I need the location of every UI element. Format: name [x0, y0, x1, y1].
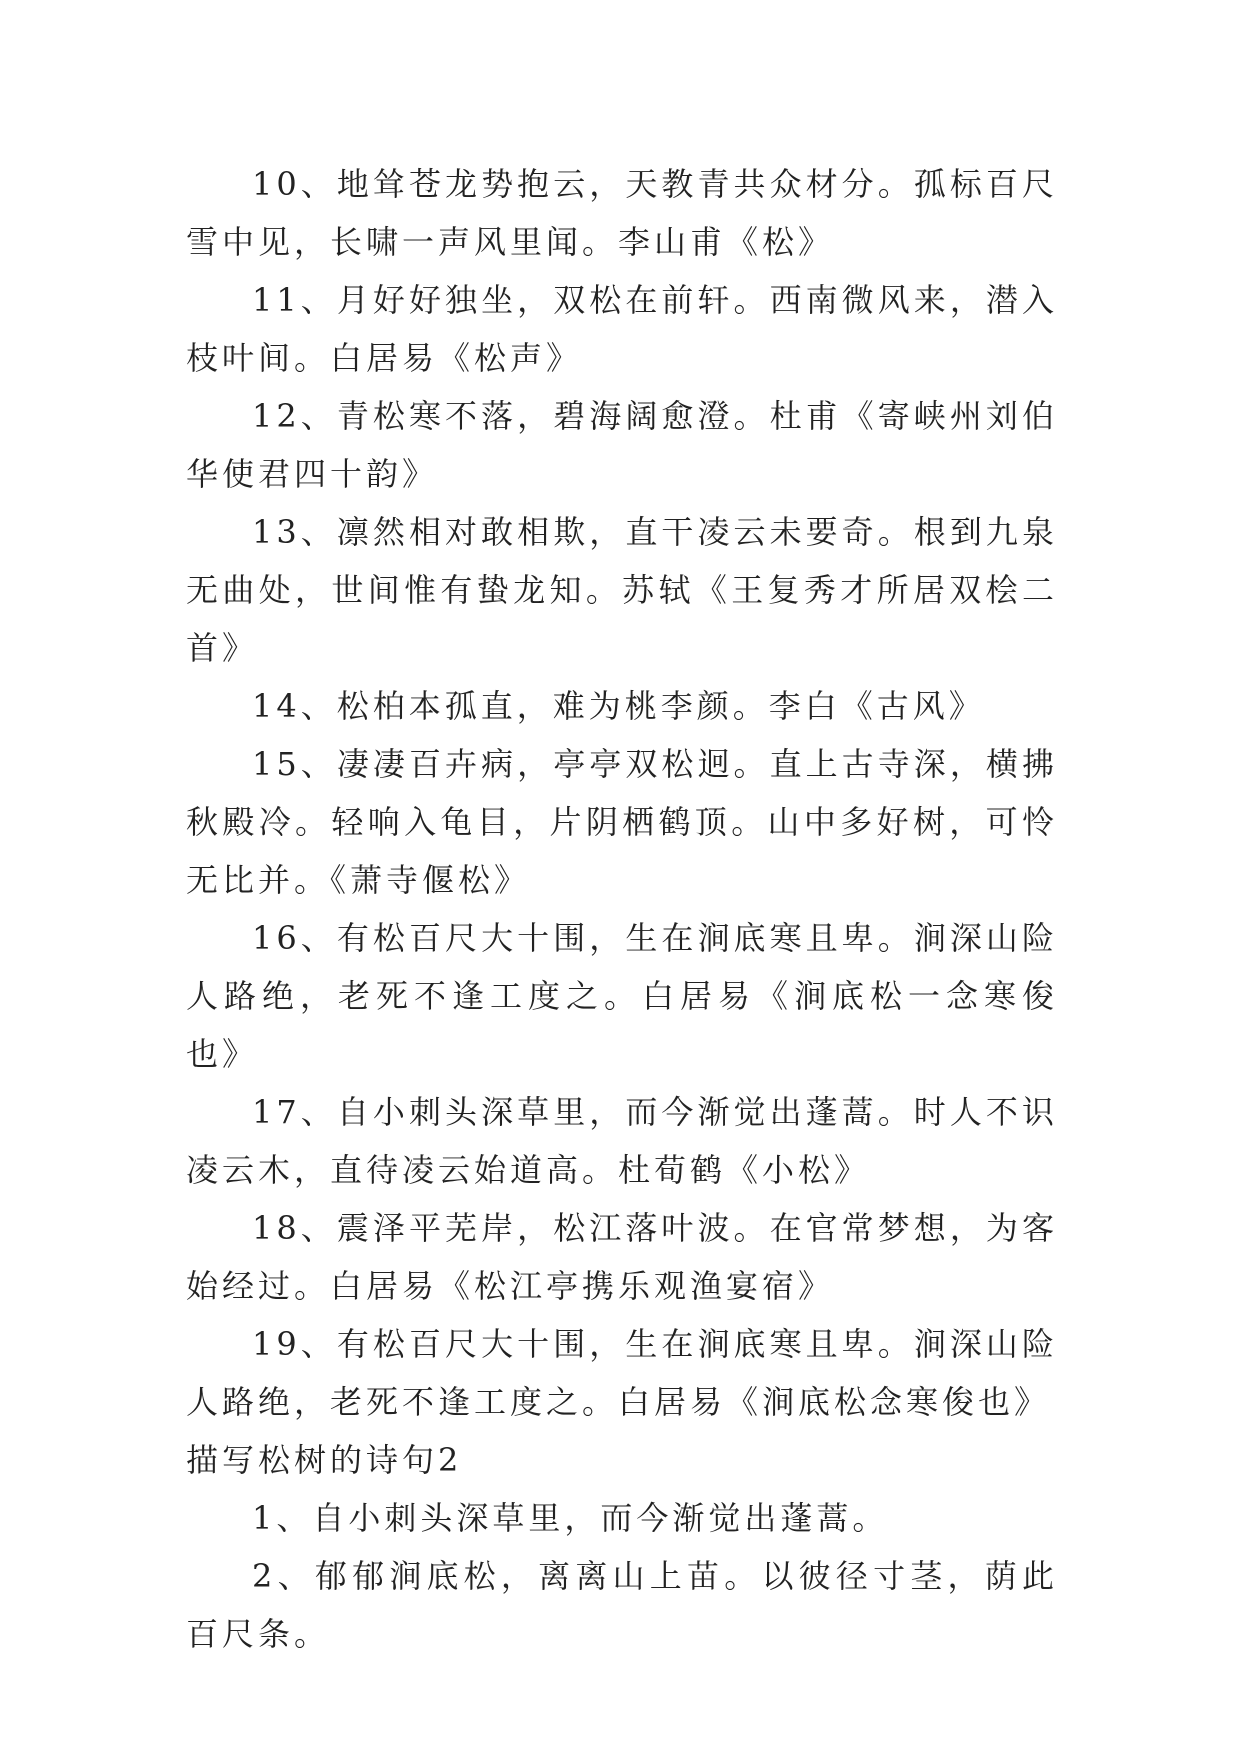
poem-line-11: 11、月好好独坐，双松在前轩。西南微风来，潜入枝叶间。白居易《松声》	[186, 281, 1058, 377]
section-heading: 描写松树的诗句2	[186, 1441, 463, 1479]
poem-line-12: 12、青松寒不落，碧海阔愈澄。杜甫《寄峡州刘伯华使君四十韵》	[186, 397, 1058, 493]
poem-line-19: 19、有松百尺大十围，生在涧底寒且卑。涧深山险人路绝，老死不逢工度之。白居易《涧底松念寒俊也》	[186, 1325, 1058, 1421]
poem-line-16: 16、有松百尺大十围，生在涧底寒且卑。涧深山险人路绝，老死不逢工度之。白居易《涧底松一念寒俊也》	[186, 919, 1058, 1073]
poem-line-s2-1: 1、自小刺头深草里，而今渐觉出蓬蒿。	[252, 1499, 889, 1537]
document-body	[186, 155, 1058, 1663]
poem-line-13: 13、凛然相对敢相欺，直干凌云未要奇。根到九泉无曲处，世间惟有蛰龙知。苏轼《王复秀才所居双桧二首》	[186, 513, 1058, 667]
poem-line-s2-2: 2、郁郁涧底松，离离山上苗。以彼径寸茎，荫此百尺条。	[186, 1557, 1058, 1653]
poem-line-18: 18、震泽平芜岸，松江落叶波。在官常梦想，为客始经过。白居易《松江亭携乐观渔宴宿》	[186, 1209, 1058, 1305]
poem-line-14: 14、松柏本孤直，难为桃李颜。李白《古风》	[252, 687, 985, 725]
poem-line-15: 15、凄凄百卉病，亭亭双松迥。直上古寺深，横拂秋殿冷。轻响入龟目，片阴栖鹤顶。山中多好树，可怜无比并。《萧寺偃松》	[186, 745, 1058, 899]
poem-line-10: 10、地耸苍龙势抱云，天教青共众材分。孤标百尺雪中见，长啸一声风里闻。李山甫《松》	[186, 165, 1058, 261]
poem-line-17: 17、自小刺头深草里，而今渐觉出蓬蒿。时人不识凌云木，直待凌云始道高。杜荀鹤《小松》	[186, 1093, 1058, 1189]
